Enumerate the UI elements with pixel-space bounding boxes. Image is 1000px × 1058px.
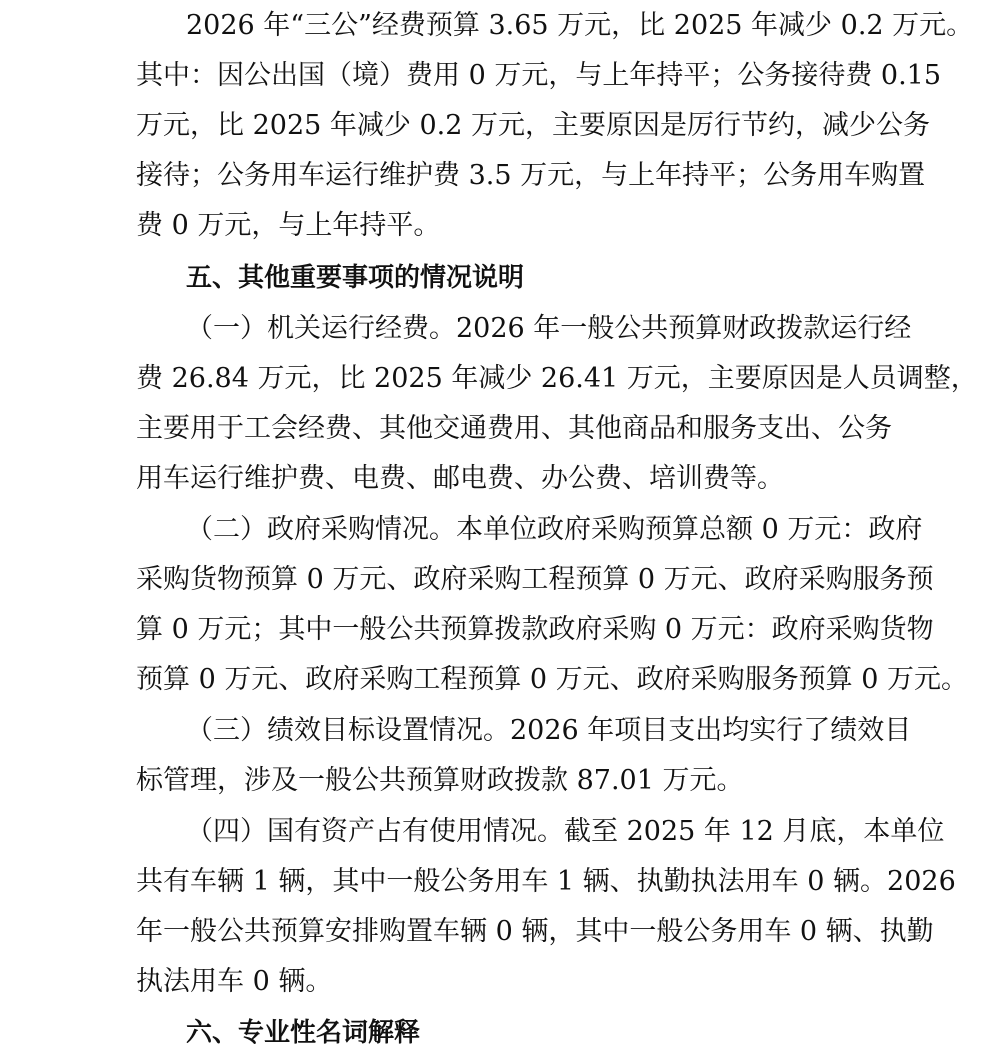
paragraph-sangong-line-1: 2026 年“三公”经费预算 3.65 万元，比 2025 年减少 0.2 万元。 [186,10,974,41]
paragraph-operating-costs-line-2: 费 26.84 万元，比 2025 年减少 26.41 万元，主要原因是人员调整， [136,363,978,394]
paragraph-procurement-line-1: （二）政府采购情况。本单位政府采购预算总额 0 万元：政府 [186,514,923,545]
paragraph-assets-line-2: 共有车辆 1 辆，其中一般公务用车 1 辆、执勤执法用车 0 辆。2026 [136,866,956,897]
paragraph-assets-line-3: 年一般公共预算安排购置车辆 0 辆，其中一般公务用车 0 辆、执勤 [136,916,934,947]
paragraph-procurement-line-4: 预算 0 万元、政府采购工程预算 0 万元、政府采购服务预算 0 万元。 [136,664,969,695]
paragraph-operating-costs-line-3: 主要用于工会经费、其他交通费用、其他商品和服务支出、公务 [136,413,892,444]
paragraph-procurement-line-3: 算 0 万元；其中一般公共预算拨款政府采购 0 万元：政府采购货物 [136,614,934,645]
section-heading-6: 六、专业性名词解释 [186,1018,421,1048]
paragraph-sangong-line-2: 其中：因公出国（境）费用 0 万元，与上年持平；公务接待费 0.15 [136,60,942,91]
paragraph-procurement-line-2: 采购货物预算 0 万元、政府采购工程预算 0 万元、政府采购服务预 [136,564,934,595]
paragraph-sangong-line-5: 费 0 万元，与上年持平。 [136,210,441,241]
paragraph-sangong-line-3: 万元，比 2025 年减少 0.2 万元，主要原因是厉行节约，减少公务 [136,110,930,141]
paragraph-performance-line-1: （三）绩效目标设置情况。2026 年项目支出均实行了绩效目 [186,715,912,746]
paragraph-operating-costs-line-1: （一）机关运行经费。2026 年一般公共预算财政拨款运行经 [186,313,912,344]
paragraph-sangong-line-4: 接待；公务用车运行维护费 3.5 万元，与上年持平；公务用车购置 [136,160,926,191]
paragraph-operating-costs-line-4: 用车运行维护费、电费、邮电费、办公费、培训费等。 [136,463,784,494]
paragraph-assets-line-1: （四）国有资产占有使用情况。截至 2025 年 12 月底，本单位 [186,816,945,847]
paragraph-assets-line-4: 执法用车 0 辆。 [136,966,333,997]
section-heading-5: 五、其他重要事项的情况说明 [186,263,525,293]
paragraph-performance-line-2: 标管理，涉及一般公共预算财政拨款 87.01 万元。 [136,765,744,796]
